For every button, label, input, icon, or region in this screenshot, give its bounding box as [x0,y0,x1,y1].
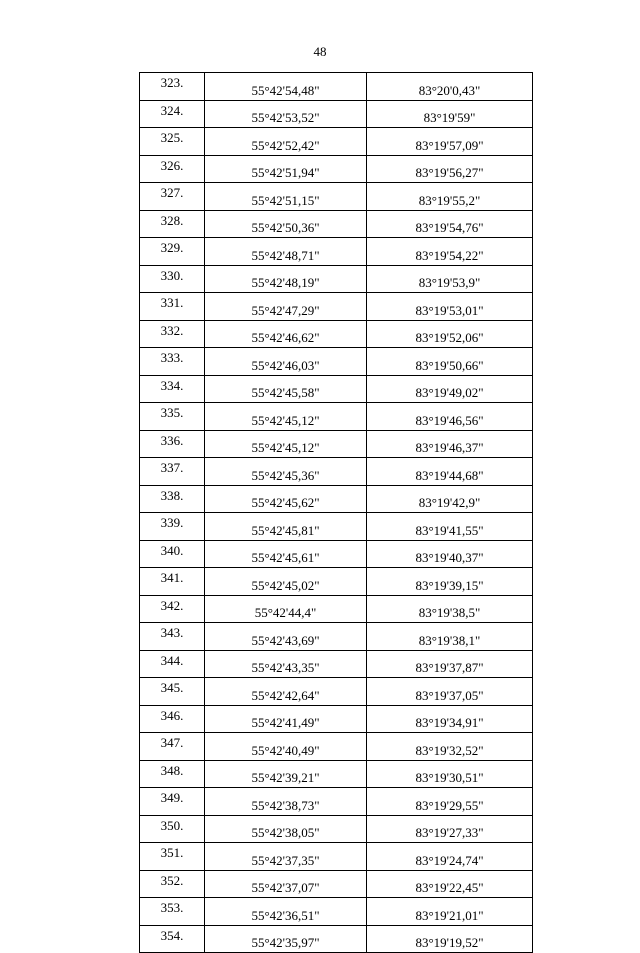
point-number-cell: 331. [140,293,205,321]
longitude-cell: 83°19'32,52" [367,733,533,761]
longitude-cell: 83°19'46,56" [367,403,533,431]
table-row [140,375,533,403]
point-number-cell: 333. [140,348,205,376]
point-number-cell: 338. [140,485,205,513]
table-row [140,650,533,678]
longitude-cell: 83°19'29,55" [367,788,533,816]
latitude-cell: 55°42'45,61" [205,540,367,568]
table-row [140,485,533,513]
page-number: 48 [313,44,327,59]
latitude-cell: 55°42'39,21" [205,760,367,788]
table-row [140,788,533,816]
longitude-cell: 83°19'38,1" [367,623,533,651]
table-row [140,458,533,486]
longitude-cell: 83°19'46,37" [367,430,533,458]
point-number-cell: 334. [140,375,205,403]
table-row [140,320,533,348]
table-row [140,678,533,706]
latitude-cell: 55°42'48,71" [205,238,367,266]
longitude-cell: 83°19'30,51" [367,760,533,788]
point-number-cell: 342. [140,595,205,623]
longitude-cell: 83°19'34,91" [367,705,533,733]
table-row [140,623,533,651]
table-row [140,815,533,843]
table-row [140,210,533,238]
point-number-cell: 345. [140,678,205,706]
longitude-cell: 83°19'42,9" [367,485,533,513]
latitude-cell: 55°42'45,02" [205,568,367,596]
latitude-cell: 55°42'45,36" [205,458,367,486]
latitude-cell: 55°42'45,12" [205,430,367,458]
longitude-cell: 83°19'50,66" [367,348,533,376]
longitude-cell: 83°20'0,43" [367,73,533,101]
point-number-cell: 335. [140,403,205,431]
point-number-cell: 351. [140,843,205,871]
point-number-cell: 348. [140,760,205,788]
point-number-cell: 343. [140,623,205,651]
point-number-cell: 347. [140,733,205,761]
table-row [140,403,533,431]
longitude-cell: 83°19'22,45" [367,870,533,898]
longitude-cell: 83°19'54,22" [367,238,533,266]
latitude-cell: 55°42'40,49" [205,733,367,761]
longitude-cell: 83°19'40,37" [367,540,533,568]
longitude-cell: 83°19'38,5" [367,595,533,623]
latitude-cell: 55°42'53,52" [205,100,367,128]
point-number-cell: 328. [140,210,205,238]
latitude-cell: 55°42'50,36" [205,210,367,238]
latitude-cell: 55°42'43,69" [205,623,367,651]
latitude-cell: 55°42'44,4" [205,595,367,623]
longitude-cell: 83°19'59" [367,100,533,128]
point-number-cell: 327. [140,183,205,211]
longitude-cell: 83°19'24,74" [367,843,533,871]
longitude-cell: 83°19'37,05" [367,678,533,706]
point-number-cell: 349. [140,788,205,816]
point-number-cell: 324. [140,100,205,128]
point-number-cell: 326. [140,155,205,183]
latitude-cell: 55°42'45,62" [205,485,367,513]
longitude-cell: 83°19'44,68" [367,458,533,486]
latitude-cell: 55°42'47,29" [205,293,367,321]
longitude-cell: 83°19'52,06" [367,320,533,348]
longitude-cell: 83°19'41,55" [367,513,533,541]
latitude-cell: 55°42'45,58" [205,375,367,403]
longitude-cell: 83°19'57,09" [367,128,533,156]
table-row [140,540,533,568]
latitude-cell: 55°42'52,42" [205,128,367,156]
latitude-cell: 55°42'36,51" [205,898,367,926]
latitude-cell: 55°42'45,81" [205,513,367,541]
longitude-cell: 83°19'55,2" [367,183,533,211]
point-number-cell: 339. [140,513,205,541]
table-row [140,843,533,871]
coordinates-table [139,72,533,953]
point-number-cell: 325. [140,128,205,156]
table-row [140,155,533,183]
latitude-cell: 55°42'51,94" [205,155,367,183]
point-number-cell: 337. [140,458,205,486]
table-row [140,348,533,376]
table-row [140,898,533,926]
point-number-cell: 354. [140,925,205,953]
table-row [140,733,533,761]
latitude-cell: 55°42'37,07" [205,870,367,898]
table-row [140,513,533,541]
table-row [140,925,533,953]
point-number-cell: 330. [140,265,205,293]
longitude-cell: 83°19'54,76" [367,210,533,238]
latitude-cell: 55°42'54,48" [205,73,367,101]
point-number-cell: 350. [140,815,205,843]
table-row [140,265,533,293]
longitude-cell: 83°19'49,02" [367,375,533,403]
point-number-cell: 332. [140,320,205,348]
table-row [140,568,533,596]
table-row [140,293,533,321]
table-row [140,760,533,788]
table-row [140,238,533,266]
table-row [140,595,533,623]
table-row [140,705,533,733]
longitude-cell: 83°19'53,9" [367,265,533,293]
latitude-cell: 55°42'43,35" [205,650,367,678]
longitude-cell: 83°19'19,52" [367,925,533,953]
latitude-cell: 55°42'35,97" [205,925,367,953]
point-number-cell: 336. [140,430,205,458]
table-row [140,183,533,211]
latitude-cell: 55°42'48,19" [205,265,367,293]
table-row [140,870,533,898]
latitude-cell: 55°42'41,49" [205,705,367,733]
table-row [140,73,533,101]
longitude-cell: 83°19'37,87" [367,650,533,678]
latitude-cell: 55°42'46,62" [205,320,367,348]
point-number-cell: 344. [140,650,205,678]
coordinates-table-body [140,73,533,953]
point-number-cell: 346. [140,705,205,733]
point-number-cell: 323. [140,73,205,101]
latitude-cell: 55°42'45,12" [205,403,367,431]
latitude-cell: 55°42'38,05" [205,815,367,843]
point-number-cell: 340. [140,540,205,568]
table-row [140,128,533,156]
longitude-cell: 83°19'21,01" [367,898,533,926]
longitude-cell: 83°19'39,15" [367,568,533,596]
point-number-cell: 329. [140,238,205,266]
point-number-cell: 353. [140,898,205,926]
latitude-cell: 55°42'51,15" [205,183,367,211]
latitude-cell: 55°42'37,35" [205,843,367,871]
point-number-cell: 341. [140,568,205,596]
table-row [140,430,533,458]
latitude-cell: 55°42'38,73" [205,788,367,816]
latitude-cell: 55°42'42,64" [205,678,367,706]
longitude-cell: 83°19'27,33" [367,815,533,843]
latitude-cell: 55°42'46,03" [205,348,367,376]
point-number-cell: 352. [140,870,205,898]
longitude-cell: 83°19'53,01" [367,293,533,321]
longitude-cell: 83°19'56,27" [367,155,533,183]
table-row [140,100,533,128]
